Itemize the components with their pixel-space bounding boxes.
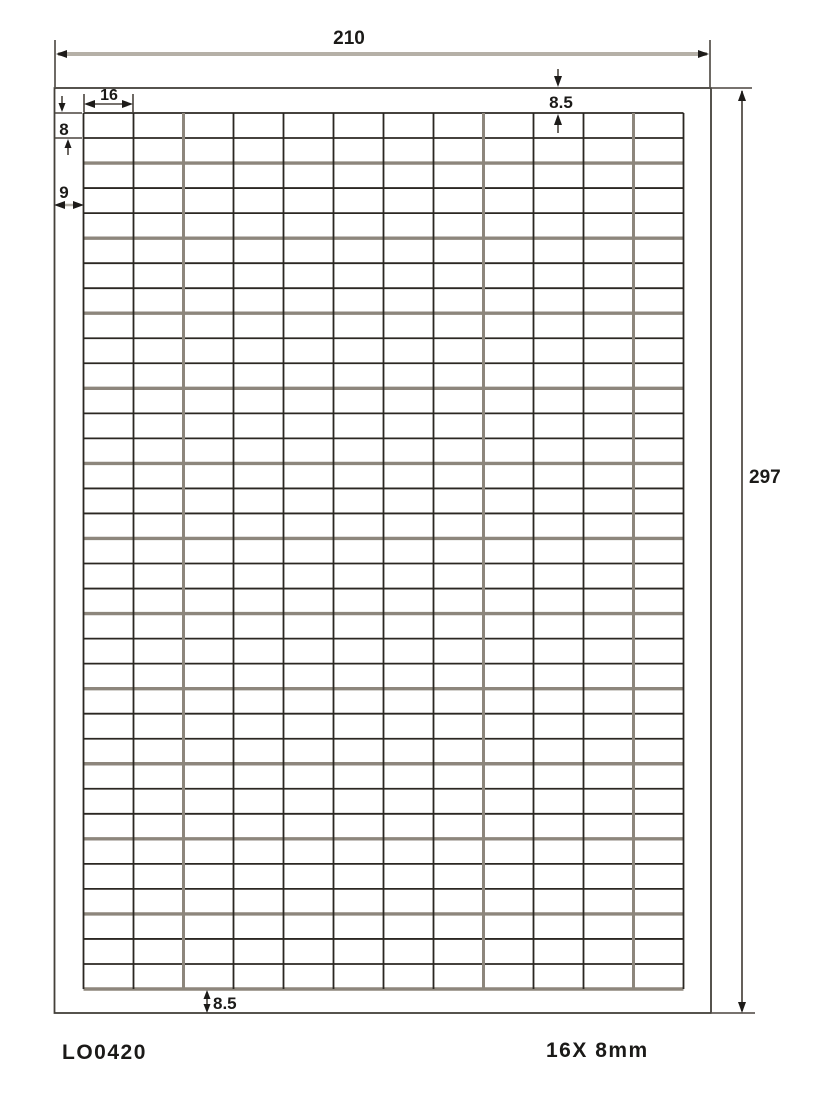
- label-width-dimension-label: 16: [100, 87, 118, 104]
- product-code-label: LO0420: [62, 1041, 147, 1064]
- sheet-width-dimension-label: 210: [333, 28, 365, 49]
- bottom-margin-dimension-label: 8.5: [213, 994, 237, 1013]
- left-margin-dimension-label: 9: [59, 183, 69, 202]
- top-margin-dimension-label: 8.5: [549, 93, 573, 112]
- label-size-label: 16X 8mm: [546, 1039, 649, 1062]
- sheet-height-dimension-label: 297: [749, 467, 781, 488]
- label-height-dimension-label: 8: [59, 120, 69, 139]
